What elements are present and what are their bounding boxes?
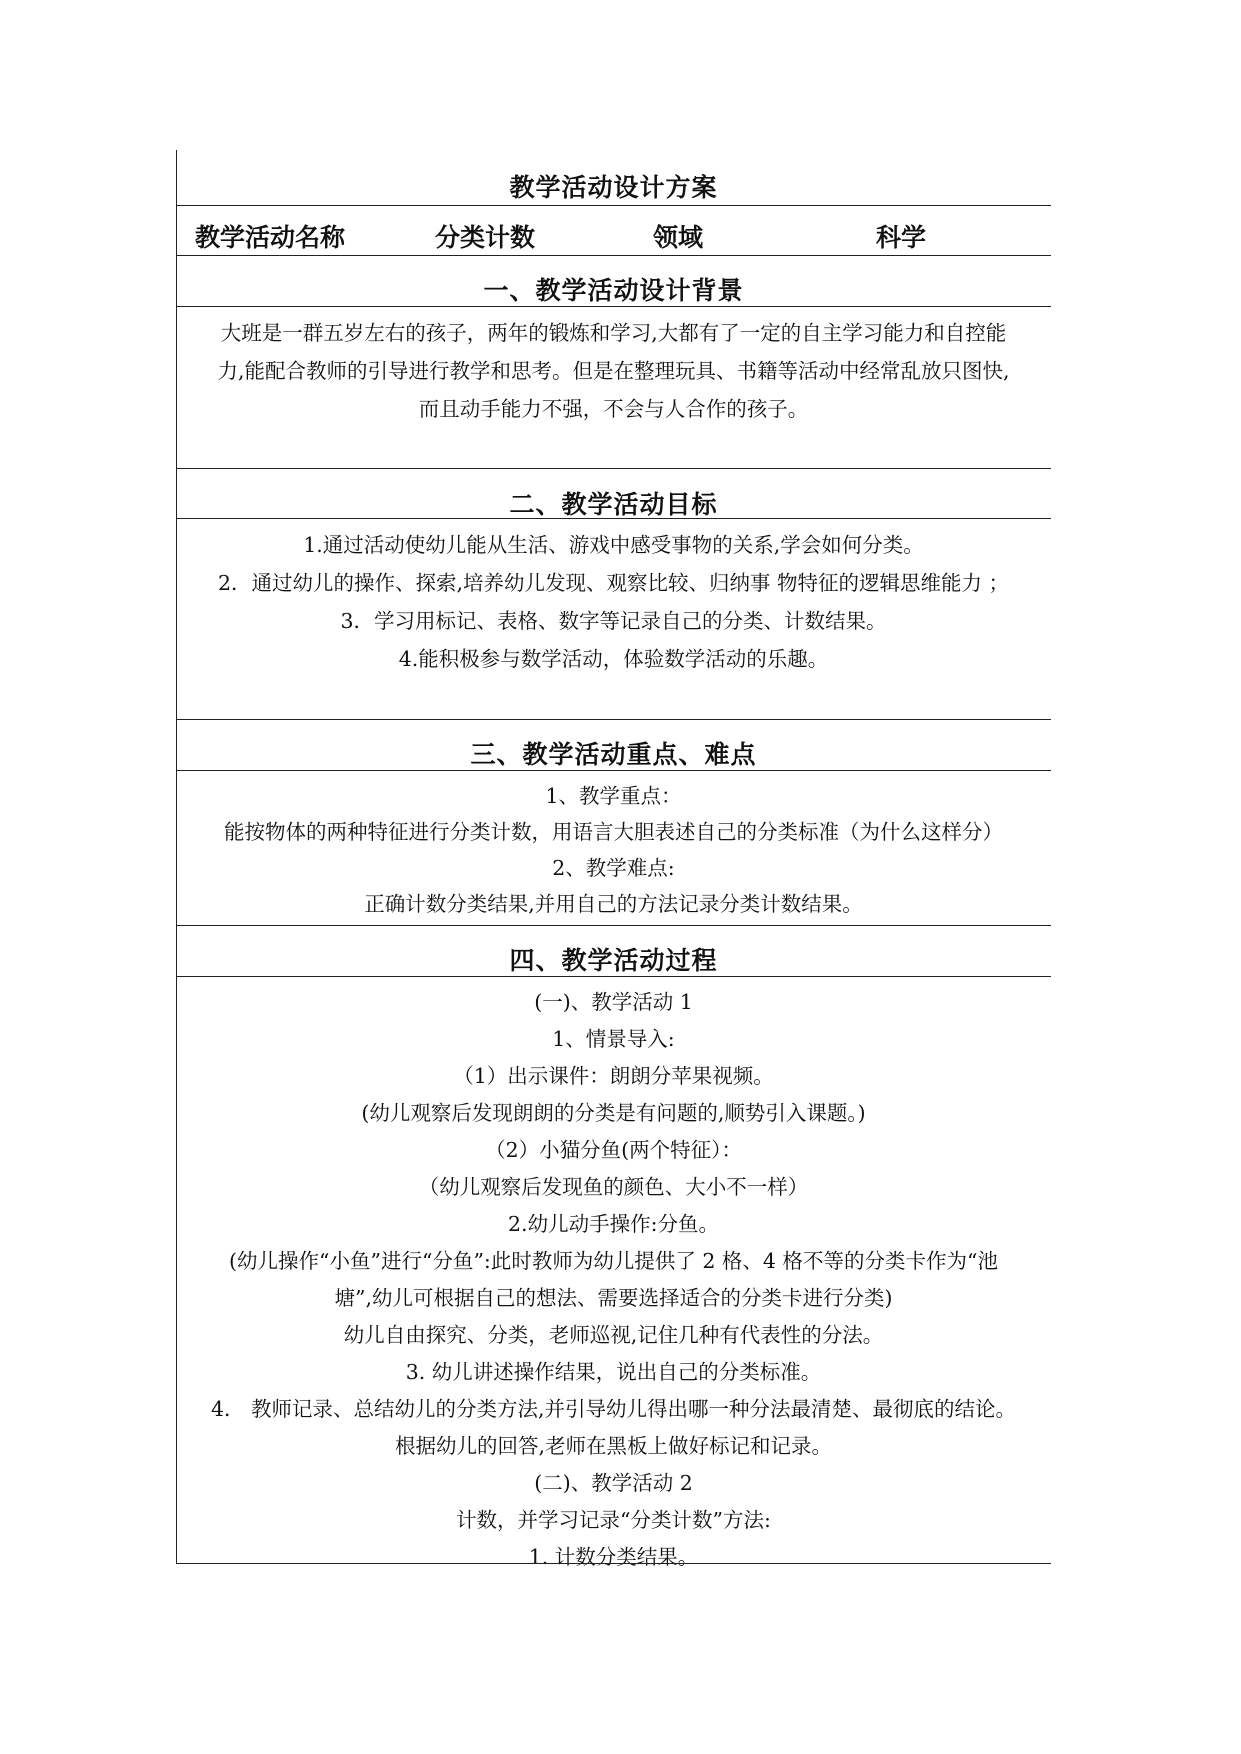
body-line: (幼儿观察后发现朗朗的分类是有问题的,顺势引入课题。): [361, 1101, 866, 1125]
section-body: [176, 526, 1051, 678]
body-line: 根据幼儿的回答,老师在黑板上做好标记和记录。: [394, 1434, 832, 1458]
activity-name-label: 教学活动名称: [195, 223, 346, 252]
body-line: (幼儿操作“小鱼”进行“分鱼”:此时教师为幼儿提供了 2 格、4 格不等的分类卡作为“池: [229, 1249, 998, 1273]
body-line: 3. 幼儿讲述操作结果，说出自己的分类标准。: [405, 1360, 822, 1384]
body-line: 4.能积极参与数学活动，体验数学活动的乐趣。: [398, 647, 829, 671]
document-title: 教学活动设计方案: [509, 173, 718, 202]
divider: [176, 205, 1051, 206]
section-heading: 二、教学活动目标: [509, 490, 718, 519]
body-line: (二)、教学活动 2: [534, 1471, 693, 1495]
field-value: 科学: [876, 223, 927, 252]
body-line: 2．通过幼儿的操作、探索,培养幼儿发现、观察比较、归纳事 物特征的逻辑思维能力 ；: [217, 571, 1010, 595]
section-body: [176, 984, 1051, 1576]
divider: [176, 719, 1051, 720]
divider: [176, 518, 1051, 519]
body-line: (一)、教学活动 1: [534, 990, 693, 1014]
body-line: 而且动手能力不强，不会与人合作的孩子。: [418, 397, 809, 421]
divider: [176, 306, 1051, 307]
body-line: 4． 教师记录、总结幼儿的分类方法,并引导幼儿得出哪一种分法最清楚、最彻底的结论。: [210, 1397, 1017, 1421]
body-line: 计数，并学习记录“分类计数”方法:: [456, 1508, 771, 1532]
body-line: 正确计数分类结果,并用自己的方法记录分类计数结果。: [364, 892, 863, 916]
body-line: 1、教学重点：: [545, 784, 682, 808]
body-line: （幼儿观察后发现鱼的颜色、大小不一样）: [418, 1175, 809, 1199]
divider: [176, 1563, 1051, 1564]
divider: [176, 925, 1051, 926]
body-line: （1）出示课件：朗朗分苹果视频。: [453, 1064, 774, 1088]
body-line: 大班是一群五岁左右的孩子，两年的锻炼和学习,大都有了一定的自主学习能力和自控能: [220, 321, 1007, 345]
section-heading: 四、教学活动过程: [509, 946, 718, 975]
body-line: 1. 计数分类结果。: [528, 1545, 699, 1569]
field-label: 领域: [653, 223, 704, 252]
divider: [176, 770, 1051, 771]
body-line: 力,能配合教师的引导进行教学和思考。但是在整理玩具、书籍等活动中经常乱放只图快,: [217, 359, 1010, 383]
section-heading: 三、教学活动重点、难点: [470, 740, 757, 769]
body-line: 塘”,幼儿可根据自己的想法、需要选择适合的分类卡进行分类): [334, 1286, 893, 1310]
section-body: [176, 314, 1051, 428]
body-line: 1、情景导入:: [552, 1027, 675, 1051]
body-line: 1.通过活动使幼儿能从生活、游戏中感受事物的关系,学会如何分类。: [303, 533, 924, 557]
section-body: [176, 778, 1051, 922]
body-line: 能按物体的两种特征进行分类计数，用语言大胆表述自己的分类标准（为什么这样分）: [224, 820, 1003, 844]
body-line: （2）小猫分鱼(两个特征）：: [485, 1138, 742, 1162]
divider: [176, 976, 1051, 977]
divider: [176, 468, 1051, 469]
divider: [176, 255, 1051, 256]
section-heading: 一、教学活动设计背景: [483, 276, 744, 305]
activity-name-value: 分类计数: [435, 223, 536, 252]
body-line: 2.幼儿动手操作:分鱼。: [508, 1212, 719, 1236]
body-line: 幼儿自由探究、分类，老师巡视,记住几种有代表性的分法。: [343, 1323, 884, 1347]
body-line: 2、教学难点:: [552, 856, 675, 880]
body-line: 3．学习用标记、表格、数字等记录自己的分类、计数结果。: [340, 609, 887, 633]
